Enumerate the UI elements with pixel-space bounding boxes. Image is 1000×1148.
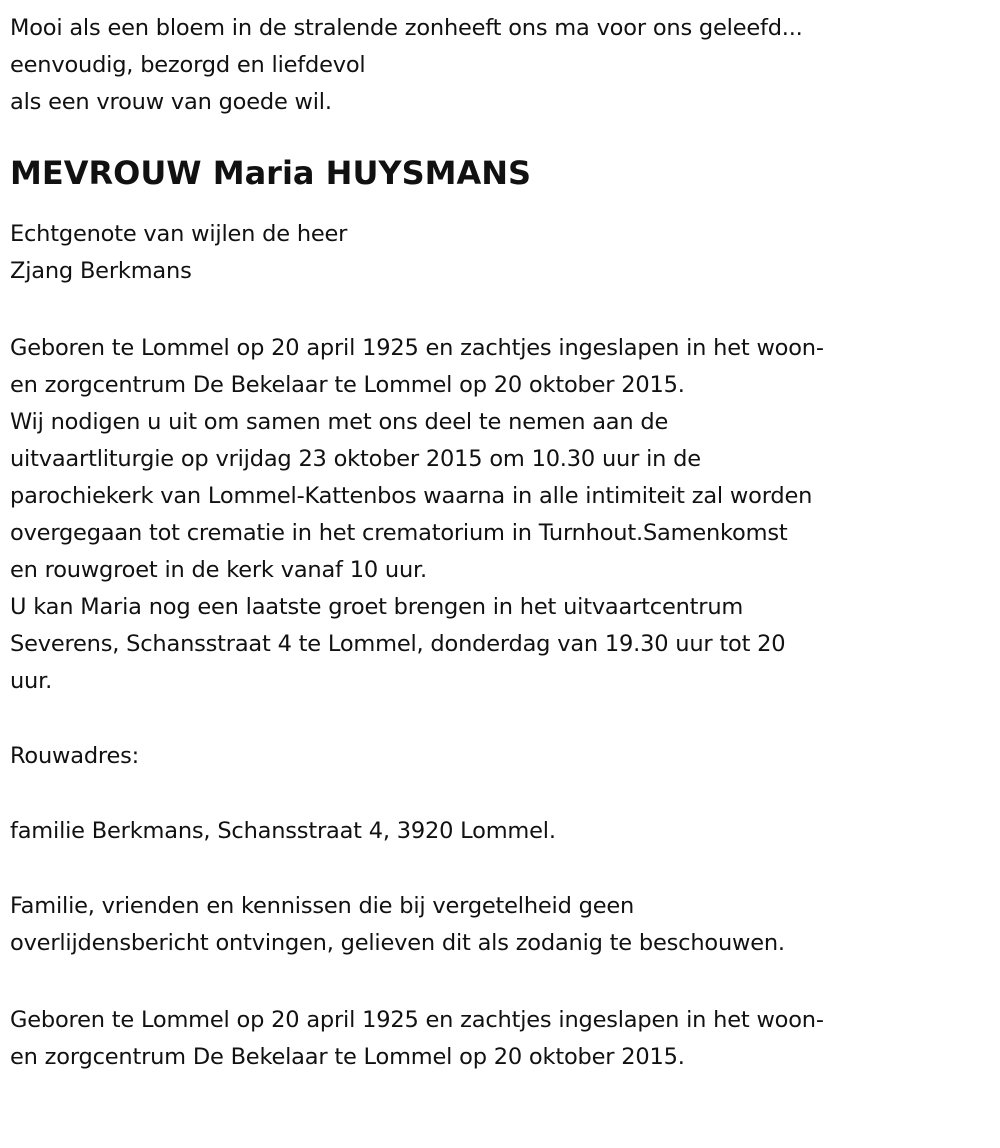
announcement [10,330,1000,700]
notice [10,888,1000,962]
poem-line: als een vrouw van goede wil. [10,89,332,115]
announcement-line: U kan Maria nog een laatste groet brengen in het uitvaartcentrum [10,594,744,621]
deceased-name-title: MEVROUW Maria HUYSMANS [10,154,532,192]
spouse-line: Echtgenote van wijlen de heer [10,221,348,248]
announcement-line: uur. [10,668,53,695]
announcement-line: uitvaartliturgie op vrijdag 23 oktober 2015 om 10.30 uur in de [10,446,701,473]
repeat-line: en zorgcentrum De Bekelaar te Lommel op 20 oktober 2015. [10,1044,685,1071]
spouse-line: Zjang Berkmans [10,258,192,285]
announcement-line: Wij nodigen u uit om samen met ons deel te nemen aan de [10,409,669,436]
mourning-address: familie Berkmans, Schansstraat 4, 3920 Lommel. [10,818,556,845]
notice-line: overlijdensbericht ontvingen, gelieven dit als zodanig te beschouwen. [10,930,785,957]
announcement-line: parochiekerk van Lommel-Kattenbos waarna in alle intimiteit zal worden [10,483,813,510]
address-label: Rouwadres: [10,743,140,770]
repeated-announcement [10,1002,1000,1076]
repeat-line: Geboren te Lommel op 20 april 1925 en zachtjes ingeslapen in het woon- [10,1007,824,1034]
poem-line: eenvoudig, bezorgd en liefdevol [10,52,366,78]
poem-line: Mooi als een bloem in de stralende zonheeft ons ma voor ons geleefd... [10,15,803,41]
announcement-line: Severens, Schansstraat 4 te Lommel, donderdag van 19.30 uur tot 20 [10,631,786,658]
notice-line: Familie, vrienden en kennissen die bij vergetelheid geen [10,893,635,920]
poem [10,10,1000,121]
spouse-info [10,216,1000,290]
announcement-line: en zorgcentrum De Bekelaar te Lommel op 20 oktober 2015. [10,372,685,399]
obituary-document [10,10,1000,1076]
announcement-line: Geboren te Lommel op 20 april 1925 en zachtjes ingeslapen in het woon- [10,335,824,362]
announcement-line: overgegaan tot crematie in het crematorium in Turnhout.Samenkomst [10,520,788,547]
announcement-line: en rouwgroet in de kerk vanaf 10 uur. [10,557,427,584]
